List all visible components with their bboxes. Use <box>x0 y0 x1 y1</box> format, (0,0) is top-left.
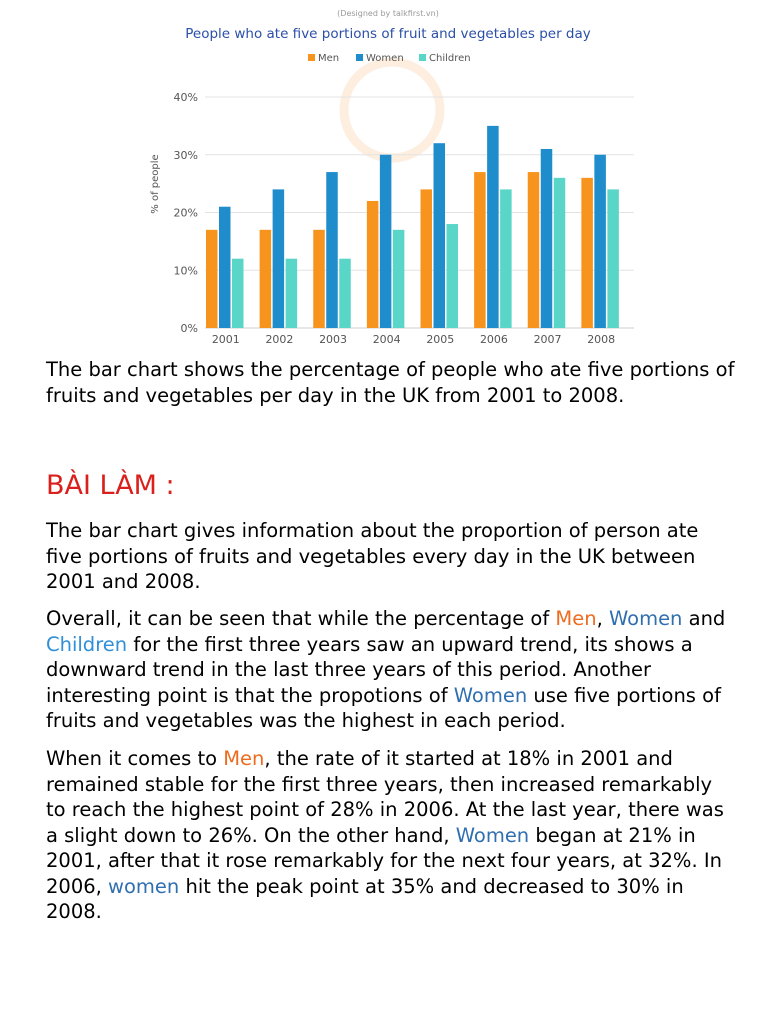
bar-men-2006 <box>474 172 486 328</box>
essay-paragraph-intro: The bar chart gives information about the proportion of person ate five portions of fruits and vegetables every day in the UK between 2001 and 2008. <box>46 519 699 593</box>
bar-women-2005 <box>434 143 446 328</box>
essay-paragraph-details <box>46 746 736 925</box>
keyword-children: Children <box>46 632 128 656</box>
y-axis-label: % of people <box>150 154 161 214</box>
bar-women-2008 <box>594 155 606 328</box>
y-tick-label: 30% <box>173 148 198 162</box>
bar-children-2004 <box>393 230 405 328</box>
bar-children-2001 <box>232 259 244 328</box>
text-span: , the rate of it started at 18% in 2001 and remained stable for the first three years, then increased remarkably to reach the highest point of 28% in 2006. At the last year, there was a slight down to 26%. On the other hand, <box>46 747 724 847</box>
bar-children-2006 <box>500 189 512 328</box>
bar-children-2008 <box>607 189 619 328</box>
bar-women-2007 <box>541 149 553 328</box>
legend-label-women: Women <box>366 53 404 64</box>
bar-men-2007 <box>528 172 540 328</box>
chart-title: People who ate five portions of fruit and vegetables per day <box>185 26 591 42</box>
x-tick-label: 2002 <box>265 333 294 346</box>
legend-swatch-men <box>308 54 315 61</box>
y-tick-label: 0% <box>180 322 198 335</box>
x-tick-label: 2008 <box>587 333 616 346</box>
bar-men-2008 <box>581 178 593 328</box>
keyword-men: Men <box>223 747 265 770</box>
x-tick-label: 2001 <box>211 333 240 346</box>
keyword-women: Women <box>453 683 528 707</box>
bar-children-2002 <box>286 259 298 328</box>
text-span: use five portions of fruits and vegetables was the highest in each period. <box>46 683 721 732</box>
x-tick-label: 2007 <box>533 333 562 346</box>
watermark-logo <box>344 62 440 158</box>
legend-swatch-children <box>419 54 426 61</box>
keyword-women: Women <box>609 607 683 630</box>
keyword-men: Men <box>555 607 597 630</box>
essay-paragraph-overview <box>46 606 736 734</box>
chart-source-note: (Designed by talkfirst.vn) <box>337 9 439 18</box>
y-tick-label: 40% <box>173 91 198 104</box>
text-span: Overall, it can be seen that while the percentage of <box>46 607 556 630</box>
bar-women-2004 <box>380 155 392 328</box>
chart-description: The bar chart shows the percentage of people who ate five portions of fruits and vegetables per day in the UK from 2001 to 2008. <box>46 358 735 407</box>
keyword-women: Women <box>455 823 530 847</box>
text-span: When it comes to <box>46 747 224 770</box>
legend-label-children: Children <box>429 53 471 64</box>
text-span: for the first three years saw an upward trend, its shows a downward trend in the last three years of this period. Another interesting point is that the propotions of <box>46 632 693 707</box>
bar-chart-svg <box>0 0 768 360</box>
bar-men-2002 <box>260 230 272 328</box>
bar-children-2007 <box>554 178 566 328</box>
bar-chart <box>0 0 768 360</box>
essay-heading: BÀI LÀM : <box>46 470 175 501</box>
bar-men-2001 <box>206 230 218 328</box>
text-span: hit the peak point at 35% and decreased to 30% in 2008. <box>46 874 684 923</box>
y-tick-label: 20% <box>173 206 198 220</box>
bar-children-2003 <box>339 259 351 328</box>
keyword-women: women <box>108 874 180 898</box>
bar-children-2005 <box>447 224 459 328</box>
x-tick-label: 2005 <box>426 333 455 346</box>
bar-women-2001 <box>219 207 231 328</box>
y-tick-label: 10% <box>173 264 198 278</box>
bar-men-2005 <box>421 189 433 328</box>
bar-women-2006 <box>487 126 499 328</box>
x-tick-label: 2006 <box>479 333 508 346</box>
legend-swatch-women <box>356 54 363 61</box>
legend-label-men: Men <box>318 53 340 64</box>
bar-men-2003 <box>313 230 325 328</box>
x-tick-label: 2004 <box>372 333 401 346</box>
bar-men-2004 <box>367 201 379 328</box>
text-span: and <box>682 607 726 630</box>
text-span: began at 21% in 2001, after that it rose remarkably for the next four years, at 32%. In 2006, <box>46 823 722 898</box>
bar-women-2002 <box>273 189 285 328</box>
bar-women-2003 <box>326 172 338 328</box>
x-tick-label: 2003 <box>319 333 348 346</box>
text-span: , <box>596 607 609 630</box>
